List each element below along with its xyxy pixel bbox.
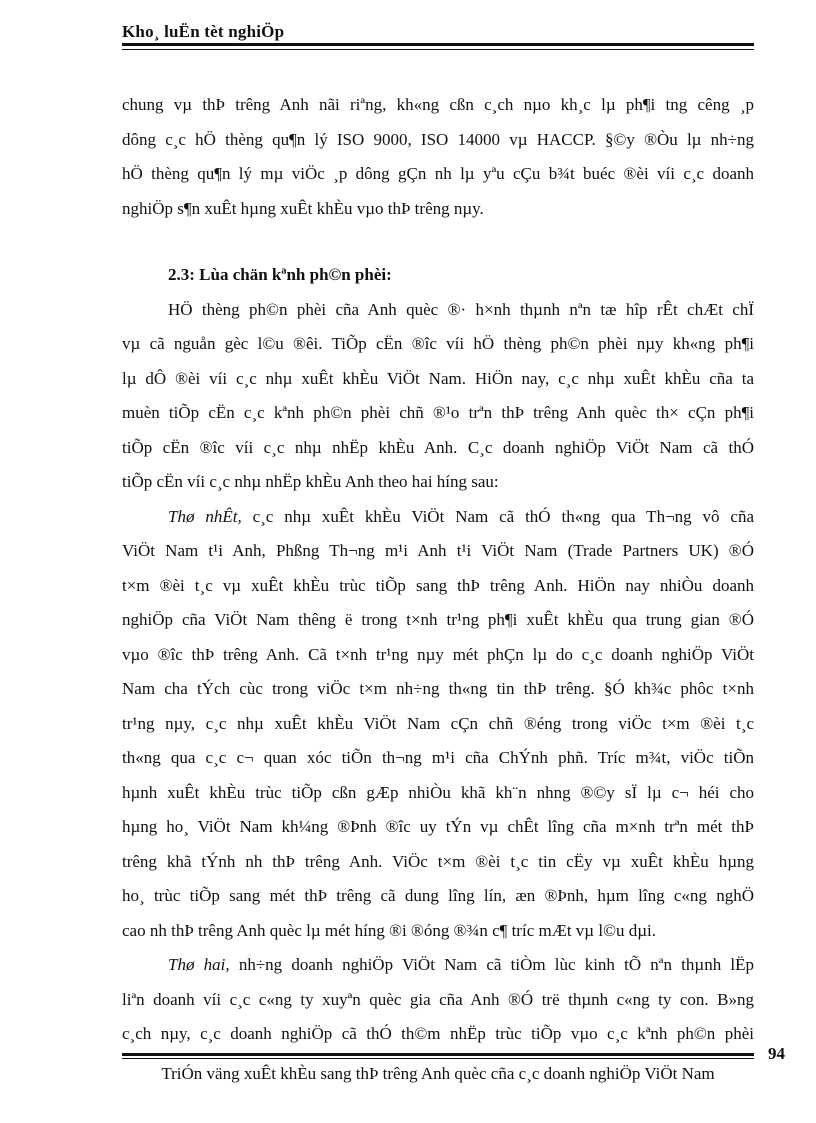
body-line: hµng ho¸ ViÖt Nam kh¼ng ®Þnh ®îc uy tÝn vµ chÊt lîng cña m×nh trªn mét thÞ bbox=[122, 817, 754, 836]
body-line: liªn doanh víi c¸c c«ng ty xuyªn quèc gia cña Anh ®Ó trë thµnh c«ng ty con. B»ng bbox=[122, 989, 754, 1009]
body-line: c¸ch nµy, c¸c doanh nghiÖp cã thÓ th©m nhËp trùc tiÕp vµo c¸c kªnh ph©n phèi bbox=[122, 1024, 754, 1043]
body-line: ViÖt Nam t¹i Anh, Phßng Th¬ng m¹i Anh t¹i ViÖt Nam (Trade Partners UK) ®Ó bbox=[122, 541, 754, 560]
paragraph-first-line bbox=[122, 500, 754, 535]
body-line: tr¹ng nµy, c¸c nhµ xuÊt khÈu ViÖt Nam cÇn chñ ®éng trong viÖc t×m ®èi t¸c bbox=[122, 713, 754, 733]
body-line: vµo ®îc thÞ trêng Anh. Cã t×nh tr¹ng nµy mét phÇn lµ do c¸c doanh nghiÖp ViÖt bbox=[122, 644, 754, 664]
body-line: tiÕp cËn víi c¸c nhµ nhËp khÈu Anh theo hai híng sau: bbox=[122, 472, 499, 491]
body-line: Nam cha tÝch cùc trong viÖc t×m nh÷ng th«ng tin thÞ trêng. §Ó kh¾c phôc t×nh bbox=[122, 679, 754, 698]
body-line: nghiÖp s¶n xuÊt hµng xuÊt khÈu vµo thÞ trêng nµy. bbox=[122, 198, 484, 218]
body-line: dông c¸c hÖ thèng qu¶n lý ISO 9000, ISO 14000 vµ HACCP. §©y ®Òu lµ nh÷ng bbox=[122, 129, 754, 149]
running-header-title: Kho¸ luËn tèt nghiÖp bbox=[122, 22, 285, 41]
paragraph-lead: Thø hai, bbox=[168, 955, 230, 974]
header-rule-thin bbox=[122, 49, 754, 50]
paragraph-first-line bbox=[122, 948, 754, 983]
paragraph-lead: Thø nhÊt, bbox=[168, 506, 242, 526]
section-heading: 2.3: Lùa chän kªnh ph©n phèi: bbox=[168, 265, 392, 284]
body-line: cao nh thÞ trêng Anh quèc lµ mét híng ®i ®óng ®¾n c¶ tríc mÆt vµ l©u dµi. bbox=[122, 920, 656, 940]
page-body bbox=[122, 88, 754, 1052]
paragraph-first-line-text: c¸c nhµ xuÊt khÈu ViÖt Nam cã thÓ th«ng qua Th¬ng vô cña bbox=[241, 506, 754, 526]
running-footer-title: TriÓn väng xuÊt khÈu sang thÞ trêng Anh quèc cña c¸c doanh nghiÖp ViÖt Nam bbox=[161, 1064, 715, 1083]
page-number: 94 bbox=[768, 1044, 785, 1063]
body-line: hµnh xuÊt khÈu trùc tiÕp cßn gÆp nhiÒu khã kh¨n nhng ®©y sÏ lµ c¬ héi cho bbox=[122, 782, 754, 802]
body-line: ho¸ trùc tiÕp sang mét thÞ trêng cã dung lîng lín, æn ®Þnh, hµm lîng c«ng nghÖ bbox=[122, 886, 754, 905]
body-line: lµ dÔ ®èi víi c¸c nhµ xuÊt khÈu ViÖt Nam. HiÖn nay, c¸c nhµ xuÊt khÈu cña ta bbox=[122, 368, 754, 388]
body-line: tiÕp cËn ®îc víi c¸c nhµ nhËp khÈu Anh. C¸c doanh nghiÖp ViÖt Nam cã thÓ bbox=[122, 437, 754, 457]
footer-rule-thick bbox=[122, 1053, 754, 1056]
body-line: th«ng qua c¸c c¬ quan xóc tiÕn th¬ng m¹i cña ChÝnh phñ. Tríc m¾t, viÖc tiÕn bbox=[122, 748, 754, 767]
body-line: trêng khã tÝnh nh thÞ trêng Anh. ViÖc t×m ®èi t¸c tin cËy vµ xuÊt khÈu hµng bbox=[122, 851, 754, 871]
body-line: HÖ thèng ph©n phèi cña Anh quèc ®· h×nh thµnh nªn tæ hîp rÊt chÆt chÏ bbox=[168, 299, 754, 319]
body-line: muèn tiÕp cËn c¸c kªnh ph©n phèi chñ ®¹o trªn thÞ trêng Anh quèc th× cÇn ph¶i bbox=[122, 403, 754, 422]
body-line: t×m ®èi t¸c vµ xuÊt khÈu trùc tiÕp sang thÞ trêng Anh. HiÖn nay nhiÒu doanh bbox=[122, 575, 754, 595]
header-rule-thick bbox=[122, 43, 754, 46]
paragraph-first-line-text: nh÷ng doanh nghiÖp ViÖt Nam cã tiÒm lùc kinh tÕ nªn thµnh lËp bbox=[229, 955, 754, 974]
body-line: chung vµ thÞ trêng Anh nãi riªng, kh«ng cßn c¸ch nµo kh¸c lµ ph¶i tng cêng ¸p bbox=[122, 95, 754, 114]
body-line: nghiÖp cña ViÖt Nam thêng ë trong t×nh tr¹ng ph¶i xuÊt khÈu qua trung gian ®Ó bbox=[122, 610, 754, 629]
footer-rule-thin bbox=[122, 1058, 754, 1059]
body-line: hÖ thèng qu¶n lý mµ viÖc ¸p dông gÇn nh lµ yªu cÇu b¾t buéc ®èi víi c¸c doanh bbox=[122, 164, 754, 183]
body-line: vµ cã nguån gèc l©u ®êi. TiÕp cËn ®îc víi hÖ thèng ph©n phèi nµy kh«ng ph¶i bbox=[122, 334, 754, 353]
